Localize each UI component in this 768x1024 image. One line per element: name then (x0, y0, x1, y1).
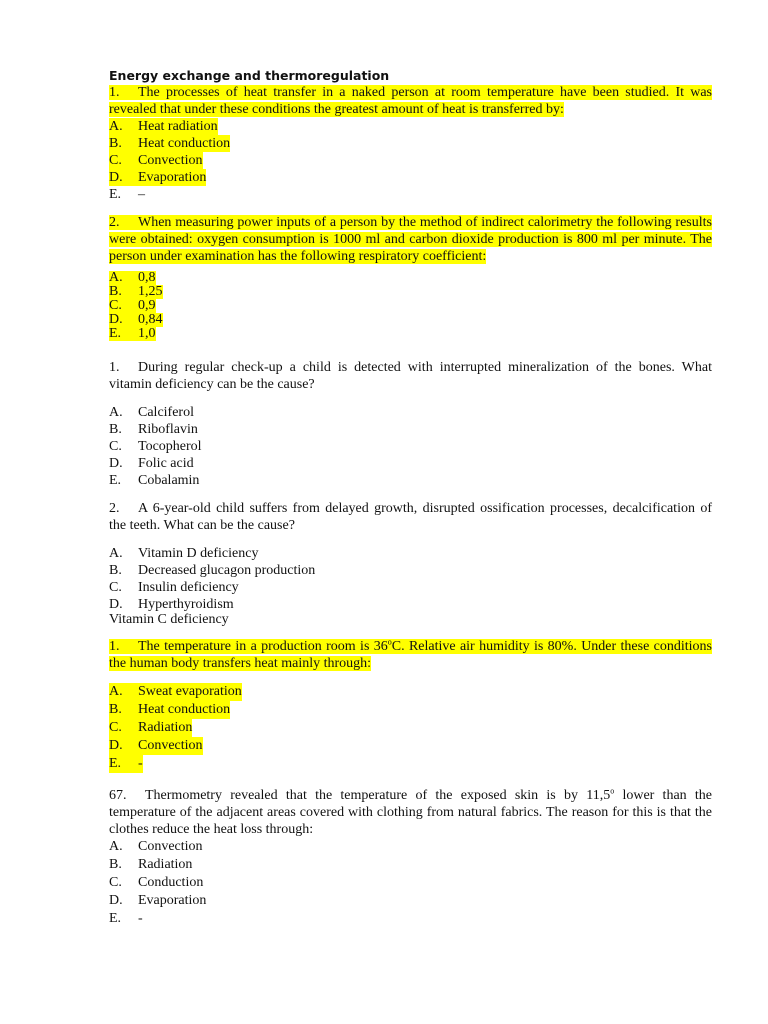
question-text: 2. When measuring power inputs of a person by the method of indirect calorimetry the following results were obtained: oxygen consumption is 1000 ml and carbon dioxide production is 800 ml per minute. The person under examination has the following respiratory coefficient: (109, 215, 712, 264)
question-block (109, 214, 712, 341)
option-item: D. Evaporation (109, 893, 207, 908)
option-item: A. 0,8 (109, 270, 156, 285)
option-item: C. 0,9 (109, 298, 156, 313)
option-item: A. Heat radiation (109, 119, 218, 134)
option-item: B. Riboflavin (109, 422, 198, 437)
option-item: D. Folic acid (109, 456, 194, 471)
question-number: 67. (109, 788, 127, 803)
option-item: D. Convection (109, 738, 203, 753)
question-block (109, 84, 712, 203)
option-item: A. Vitamin D deficiency (109, 546, 259, 561)
question-text: 1. During regular check-up a child is detected with interrupted mineralization of the bones. What vitamin deficiency can be the cause? (109, 360, 712, 392)
option-item: C. Insulin deficiency (109, 580, 239, 595)
option-item: A. Sweat evaporation (109, 684, 242, 699)
question-number: 1. (109, 85, 120, 100)
option-item: B. Radiation (109, 857, 193, 872)
question-number: 1. (109, 639, 120, 654)
option-item: E. 1,0 (109, 326, 156, 341)
option-item: E. Cobalamin (109, 473, 200, 488)
option-item: E. – (109, 187, 145, 202)
option-item: A. Convection (109, 839, 203, 854)
option-item: D. Hyperthyroidism (109, 597, 234, 612)
option-item: A. Calciferol (109, 405, 194, 420)
option-item: C. Convection (109, 153, 203, 168)
option-item: D. Evaporation (109, 170, 207, 185)
option-item: B. Heat conduction (109, 702, 231, 717)
question-text: 1. The temperature in a production room is 36$^o$C. Relative air humidity is 80%. Under these conditions the human body transfers heat mainly through: (109, 637, 712, 671)
option-item: B. Heat conduction (109, 136, 231, 151)
option-item: C. Conduction (109, 875, 204, 890)
option-item: B. 1,25 (109, 284, 163, 299)
question-block (109, 359, 712, 489)
question-block (109, 500, 712, 626)
option-item: D. 0,84 (109, 312, 163, 327)
question-text: 1. The processes of heat transfer in a naked person at room temperature have been studied. It was revealed that under these conditions the greatest amount of heat is transferred by: (109, 85, 712, 117)
question-number: 2. (109, 501, 120, 516)
trailing-line: Vitamin C deficiency (109, 612, 229, 627)
question-block (109, 638, 712, 773)
question-number: 2. (109, 215, 120, 230)
question-text: 67. Thermometry revealed that the temperature of the exposed skin is by 11,5$^o$ lower than the temperature of the adjacent areas covered with clothing from natural fabrics. The reason for this is that the clothes reduce the heat loss through: (109, 786, 712, 837)
option-item: C. Tocopherol (109, 439, 202, 454)
question-number: 1. (109, 360, 120, 375)
option-item: E. - (109, 756, 143, 771)
option-item: E. - (109, 911, 143, 926)
option-item: B. Decreased glucagon production (109, 563, 316, 578)
question-text: 2. A 6-year-old child suffers from delayed growth, disrupted ossification processes, decalcification of the teeth. What can be the cause? (109, 501, 712, 533)
question-block (109, 787, 712, 928)
page-title: Energy exchange and thermoregulation (109, 68, 390, 83)
option-item: C. Radiation (109, 720, 193, 735)
